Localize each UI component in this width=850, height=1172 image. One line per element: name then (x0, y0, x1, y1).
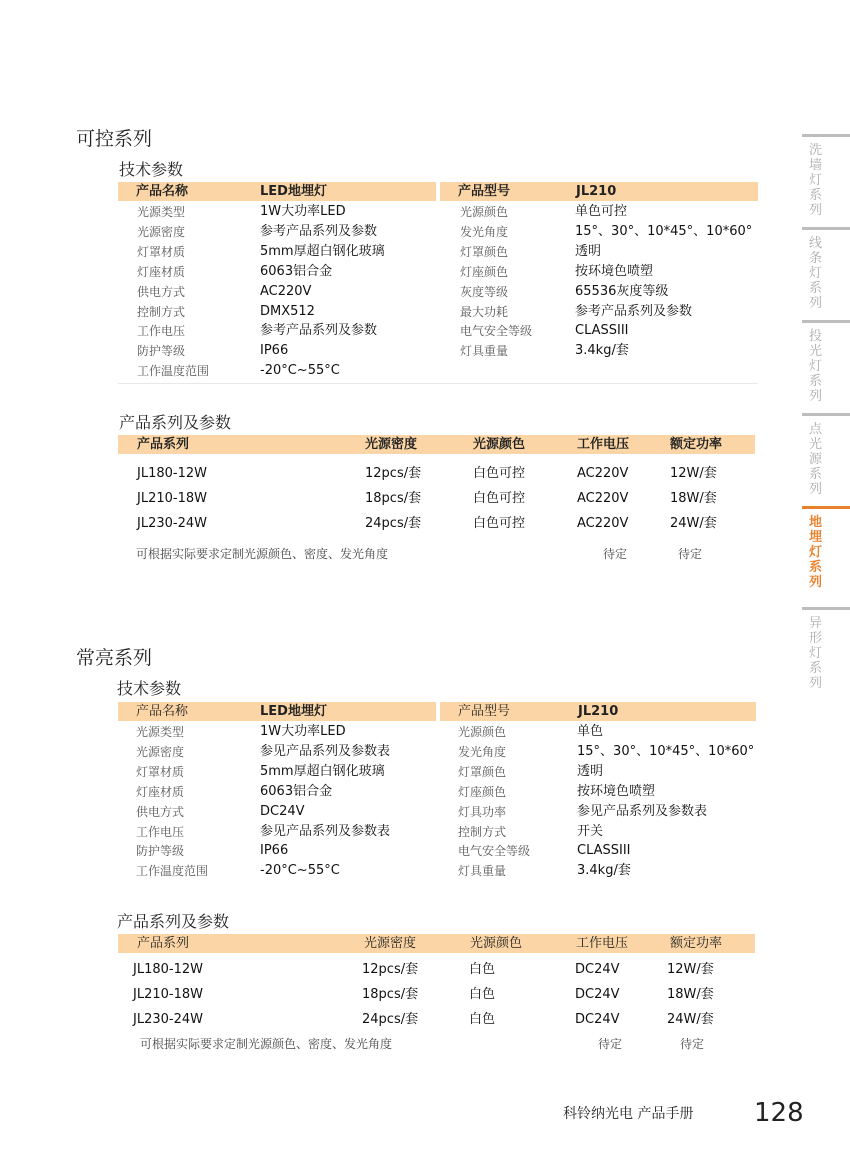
series-cell: AC220V (577, 516, 629, 531)
specs-title: 技术参数 (119, 160, 184, 179)
spec-value: 单色可控 (575, 204, 628, 219)
spec-value: 透明 (577, 764, 604, 779)
spec-label: 发光角度 (460, 225, 509, 239)
series-cell: 18W/套 (667, 987, 714, 1002)
custom-note: 可根据实际要求定制光源颜色、密度、发光角度 (136, 547, 389, 561)
column-header: 产品系列 (137, 936, 190, 951)
category-tab-label: 异形灯系列 (809, 616, 823, 691)
spec-value: 按环境色喷塑 (575, 264, 654, 279)
footer-brand: 科铃纳光电 产品手册 (563, 1106, 694, 1122)
category-tab-label: 点光源系列 (809, 422, 823, 497)
spec-value: 5mm厚超白钢化玻璃 (260, 764, 385, 779)
section-title: 可控系列 (76, 128, 153, 150)
spec-label: 光源密度 (136, 745, 185, 759)
column-header: 光源颜色 (473, 437, 526, 452)
spec-label: 控制方式 (137, 305, 186, 319)
spec-value: 按环境色喷塑 (577, 784, 656, 799)
category-tab-label: 线条灯系列 (809, 236, 823, 311)
series-cell: 24pcs/套 (362, 1012, 419, 1027)
spec-label: 灯具重量 (458, 864, 507, 878)
column-header: 产品系列 (137, 437, 190, 452)
spec-value: 3.4kg/套 (575, 343, 629, 358)
category-tab[interactable] (802, 413, 850, 504)
column-header: 额定功率 (670, 936, 723, 951)
spec-value: DMX512 (260, 304, 315, 319)
category-tab-label: 投光灯系列 (809, 329, 823, 404)
series-cell: 白色 (469, 987, 496, 1002)
spec-value: 开关 (577, 824, 604, 839)
series-cell: 白色 (469, 1012, 496, 1027)
spec-value: 6063铝合金 (260, 264, 333, 279)
spec-header-name-value: LED地埋灯 (260, 184, 327, 199)
spec-value: 1W大功率LED (260, 724, 346, 739)
spec-value: -20°C~55°C (260, 863, 340, 878)
spec-label: 灯罩材质 (136, 765, 185, 779)
note-tbd-1: 待定 (603, 547, 628, 561)
spec-header-model-label: 产品型号 (458, 704, 511, 719)
specs-title: 技术参数 (117, 679, 182, 698)
spec-value: 65536灰度等级 (575, 284, 669, 299)
series-cell: 白色 (469, 962, 496, 977)
spec-value: 1W大功率LED (260, 204, 346, 219)
note-tbd-2: 待定 (678, 547, 703, 561)
series-cell: 18pcs/套 (365, 491, 422, 506)
spec-value: DC24V (260, 804, 305, 819)
spec-value: 参考产品系列及参数 (575, 304, 693, 319)
spec-label: 工作电压 (136, 825, 185, 839)
spec-label: 工作温度范围 (136, 864, 209, 878)
series-model: JL210-18W (133, 987, 203, 1002)
spec-label: 灯座材质 (137, 265, 186, 279)
series-cell: 12W/套 (667, 962, 714, 977)
spec-value: 参考产品系列及参数 (260, 224, 378, 239)
series-cell: 24W/套 (667, 1012, 714, 1027)
spec-value: 参见产品系列及参数表 (260, 744, 391, 759)
spec-label: 光源密度 (137, 225, 186, 239)
custom-note: 可根据实际要求定制光源颜色、密度、发光角度 (140, 1037, 393, 1051)
spec-value: IP66 (260, 843, 289, 858)
spec-label: 防护等级 (137, 344, 186, 358)
spec-value: 参见产品系列及参数表 (260, 824, 391, 839)
column-header: 额定功率 (670, 437, 723, 452)
spec-label: 灯具重量 (460, 344, 509, 358)
series-cell: 12pcs/套 (365, 466, 422, 481)
spec-header-model-value: JL210 (578, 704, 619, 719)
series-model: JL180-12W (137, 466, 207, 481)
spec-value: CLASSIII (575, 323, 629, 338)
spec-label: 灯座材质 (136, 785, 185, 799)
category-tab[interactable] (802, 134, 850, 225)
series-title: 产品系列及参数 (117, 912, 230, 931)
spec-value: 参考产品系列及参数 (260, 323, 378, 338)
spec-value: 透明 (575, 244, 602, 259)
spec-label: 电气安全等级 (458, 844, 531, 858)
series-model: JL180-12W (133, 962, 203, 977)
spec-header-model-value: JL210 (576, 184, 617, 199)
series-cell: 18pcs/套 (362, 987, 419, 1002)
spec-label: 灯座颜色 (458, 785, 507, 799)
category-tab-label: 地埋灯系列 (809, 515, 823, 590)
spec-value: 15°、30°、10*45°、10*60° (575, 224, 753, 239)
spec-label: 供电方式 (136, 805, 185, 819)
series-header-bar (118, 934, 755, 953)
spec-label: 光源颜色 (460, 205, 509, 219)
spec-label: 控制方式 (458, 825, 507, 839)
divider (118, 383, 758, 384)
spec-value: 15°、30°、10*45°、10*60° (577, 744, 755, 759)
series-cell: AC220V (577, 466, 629, 481)
category-tab[interactable] (802, 506, 850, 605)
series-header-bar (118, 435, 755, 454)
series-model: JL230-24W (137, 516, 207, 531)
spec-label: 灰度等级 (460, 285, 509, 299)
spec-value: AC220V (260, 284, 312, 299)
series-cell: 12pcs/套 (362, 962, 419, 977)
spec-label: 灯具功率 (458, 805, 507, 819)
series-cell: 24W/套 (670, 516, 717, 531)
spec-value: 3.4kg/套 (577, 863, 631, 878)
spec-label: 光源类型 (136, 725, 185, 739)
page-number: 128 (754, 1098, 804, 1128)
column-header: 工作电压 (577, 437, 630, 452)
series-cell: 白色可控 (473, 466, 526, 481)
spec-header-name-label: 产品名称 (136, 184, 189, 199)
spec-value: IP66 (260, 343, 289, 358)
category-tab[interactable] (802, 320, 850, 411)
spec-label: 光源类型 (137, 205, 186, 219)
spec-header-model-label: 产品型号 (458, 184, 511, 199)
spec-value: 单色 (577, 724, 604, 739)
spec-label: 工作电压 (137, 324, 186, 338)
series-cell: DC24V (575, 987, 620, 1002)
spec-label: 灯罩颜色 (460, 245, 509, 259)
category-tabs (802, 134, 850, 698)
column-header: 光源密度 (365, 437, 418, 452)
spec-label: 灯座颜色 (460, 265, 509, 279)
series-cell: DC24V (575, 962, 620, 977)
series-title: 产品系列及参数 (119, 413, 232, 432)
series-cell: 18W/套 (670, 491, 717, 506)
spec-value: 参见产品系列及参数表 (577, 804, 708, 819)
spec-label: 灯罩材质 (137, 245, 186, 259)
spec-label: 工作温度范围 (137, 364, 210, 378)
series-cell: 24pcs/套 (365, 516, 422, 531)
spec-label: 防护等级 (136, 844, 185, 858)
note-tbd-2: 待定 (680, 1037, 705, 1051)
spec-value: -20°C~55°C (260, 363, 340, 378)
series-cell: 白色可控 (473, 491, 526, 506)
series-cell: DC24V (575, 1012, 620, 1027)
spec-value: 5mm厚超白钢化玻璃 (260, 244, 385, 259)
column-header: 光源颜色 (470, 936, 523, 951)
spec-value: CLASSIII (577, 843, 631, 858)
spec-label: 最大功耗 (460, 305, 509, 319)
category-tab-label: 洗墙灯系列 (809, 143, 823, 218)
section-title: 常亮系列 (76, 647, 153, 669)
series-model: JL210-18W (137, 491, 207, 506)
series-cell: AC220V (577, 491, 629, 506)
spec-header-name-value: LED地埋灯 (260, 704, 327, 719)
spec-label: 电气安全等级 (460, 324, 533, 338)
series-model: JL230-24W (133, 1012, 203, 1027)
column-header: 光源密度 (364, 936, 417, 951)
spec-value: 6063铝合金 (260, 784, 333, 799)
series-cell: 白色可控 (473, 516, 526, 531)
spec-label: 灯罩颜色 (458, 765, 507, 779)
note-tbd-1: 待定 (598, 1037, 623, 1051)
spec-label: 供电方式 (137, 285, 186, 299)
series-cell: 12W/套 (670, 466, 717, 481)
spec-header-name-label: 产品名称 (136, 704, 189, 719)
category-tab[interactable] (802, 607, 850, 696)
column-header: 工作电压 (576, 936, 629, 951)
spec-label: 发光角度 (458, 745, 507, 759)
spec-label: 光源颜色 (458, 725, 507, 739)
category-tab[interactable] (802, 227, 850, 318)
